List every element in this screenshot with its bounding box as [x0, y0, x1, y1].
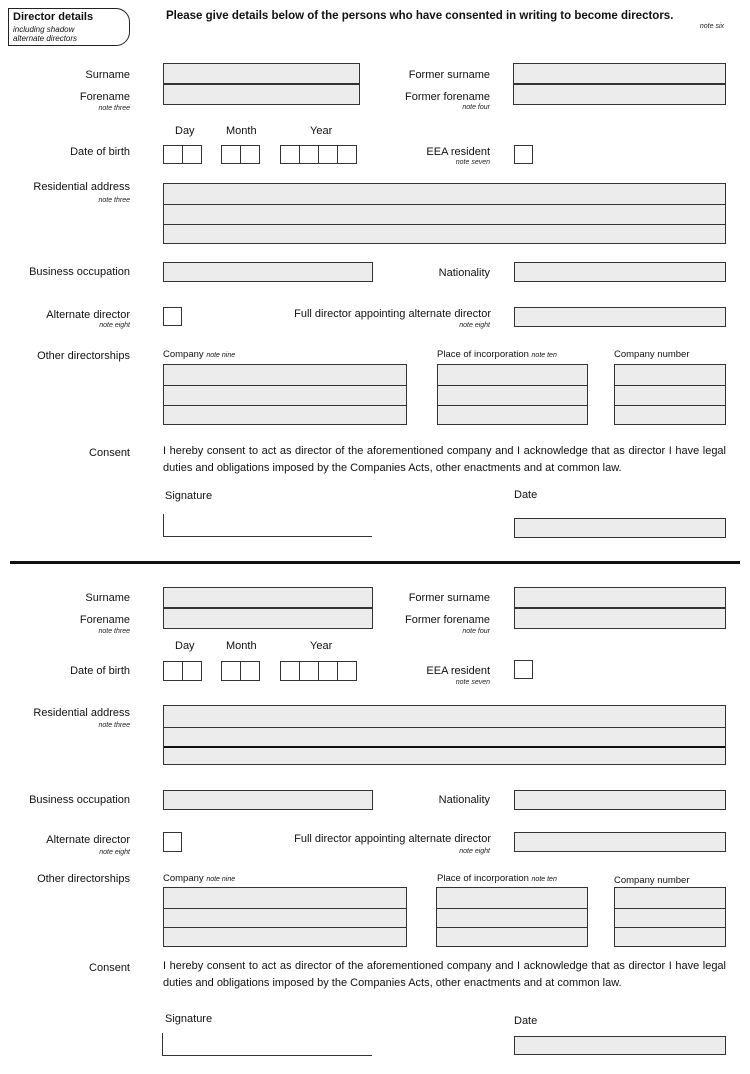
company-number-column[interactable]: [614, 364, 726, 425]
company-heading: Company note nine: [163, 349, 236, 360]
place-heading-2: Place of incorporation note ten: [437, 873, 557, 884]
former-forename-label: Former forename: [405, 91, 490, 103]
company-row-3[interactable]: [164, 405, 406, 424]
dob-day-digit-2-2[interactable]: [182, 661, 202, 681]
heading-subtitle-2: alternate directors: [13, 34, 78, 43]
day-label: Day: [175, 125, 195, 137]
forename-note-2: note three: [98, 628, 130, 635]
former-forename-field[interactable]: [513, 84, 726, 105]
business-occupation-label-2: Business occupation: [29, 794, 130, 806]
consent-label-2: Consent: [89, 962, 130, 974]
dob-day-digit-2[interactable]: [182, 145, 202, 164]
nationality-field-2[interactable]: [514, 790, 726, 810]
residential-note-2: note three: [98, 722, 130, 729]
company-number-row-2-2[interactable]: [615, 908, 725, 927]
former-surname-field-2[interactable]: [514, 587, 726, 608]
place-column-2[interactable]: [436, 887, 588, 947]
address-line-2-2[interactable]: [164, 727, 725, 746]
company-row-3-2[interactable]: [164, 927, 406, 946]
company-row-2[interactable]: [164, 385, 406, 405]
month-label-2: Month: [226, 640, 257, 652]
business-occupation-label: Business occupation: [29, 266, 130, 278]
address-line-2[interactable]: [164, 204, 725, 224]
address-line-1[interactable]: [164, 184, 725, 204]
dob-day-digit-1-2[interactable]: [163, 661, 183, 681]
date-of-birth-label: Date of birth: [70, 146, 130, 158]
nationality-label-2: Nationality: [438, 794, 490, 806]
company-column-2[interactable]: [163, 887, 407, 947]
forename-note: note three: [98, 105, 130, 112]
other-directorships-label-2: Other directorships: [37, 873, 130, 885]
company-number-row-3-2[interactable]: [615, 927, 725, 946]
full-director-field[interactable]: [514, 307, 726, 327]
month-label: Month: [226, 125, 257, 137]
surname-label-2: Surname: [85, 592, 130, 604]
former-forename-note: note four: [462, 104, 490, 111]
signature-field-2[interactable]: [162, 1033, 372, 1056]
signature-label-2: Signature: [165, 1013, 213, 1025]
residential-address-field[interactable]: [163, 183, 726, 244]
date-field-2[interactable]: [514, 1036, 726, 1055]
full-director-field-2[interactable]: [514, 832, 726, 852]
former-forename-note-2: note four: [462, 628, 490, 635]
forename-label: Forename: [79, 91, 130, 103]
dob-month-digit-2-2[interactable]: [240, 661, 260, 681]
dob-year-digit-1-2[interactable]: [280, 661, 300, 681]
residential-address-label-2: Residential address: [33, 707, 130, 719]
company-number-row-2[interactable]: [615, 385, 725, 405]
company-number-heading: Company number: [614, 349, 690, 360]
former-forename-field-2[interactable]: [514, 608, 726, 629]
former-surname-field[interactable]: [513, 63, 726, 84]
eea-resident-label: EEA resident: [426, 146, 490, 158]
year-label-2: Year: [310, 640, 333, 652]
residential-note: note three: [98, 197, 130, 204]
address-line-1-2[interactable]: [164, 706, 725, 727]
company-number-column-2[interactable]: [614, 887, 726, 947]
company-row-1[interactable]: [164, 365, 406, 385]
eea-note-2: note seven: [455, 679, 490, 686]
dob-year-digit-2[interactable]: [299, 145, 319, 164]
forename-label-2: Forename: [79, 614, 130, 626]
eea-note: note seven: [455, 159, 490, 166]
alternate-note-2: note eight: [99, 849, 130, 856]
section-divider: [10, 561, 740, 564]
dob-month-digit-1-2[interactable]: [221, 661, 241, 681]
eea-resident-checkbox[interactable]: [514, 145, 533, 164]
date-of-birth-label-2: Date of birth: [70, 665, 130, 677]
alternate-director-checkbox[interactable]: [163, 307, 182, 326]
dob-month-digit-2[interactable]: [240, 145, 260, 164]
address-line-3[interactable]: [164, 224, 725, 243]
surname-label: Surname: [85, 69, 130, 81]
company-number-row-1[interactable]: [615, 365, 725, 385]
address-line-3-2[interactable]: [164, 746, 725, 764]
former-surname-label-2: Former surname: [408, 592, 490, 604]
dob-year-digit-1[interactable]: [280, 145, 300, 164]
dob-day-digit-1[interactable]: [163, 145, 183, 164]
dob-month-digit-1[interactable]: [221, 145, 241, 164]
year-label: Year: [310, 125, 333, 137]
place-row-1-2[interactable]: [437, 888, 587, 908]
company-row-1-2[interactable]: [164, 888, 406, 908]
dob-year-digit-4[interactable]: [337, 145, 357, 164]
company-number-row-1-2[interactable]: [615, 888, 725, 908]
director-details-heading: [8, 8, 130, 46]
day-label-2: Day: [175, 640, 195, 652]
dob-year-digit-3[interactable]: [318, 145, 338, 164]
full-director-note: note eight: [459, 322, 490, 329]
consent-text-2: I hereby consent to act as director of the aforementioned company and I acknowledge that as director I have legal duties and obligations imposed by the Companies Acts, other enactments and at common law.: [163, 960, 726, 989]
place-row-3-2[interactable]: [437, 927, 587, 946]
full-director-note-2: note eight: [459, 848, 490, 855]
alternate-director-label: Alternate director: [46, 309, 130, 321]
eea-resident-label-2: EEA resident: [426, 665, 490, 677]
company-column[interactable]: [163, 364, 407, 425]
alternate-director-checkbox-2[interactable]: [163, 832, 182, 852]
heading-subtitle-1: including shadow: [13, 25, 75, 34]
business-occupation-field-2[interactable]: [163, 790, 373, 810]
alternate-director-label-2: Alternate director: [46, 834, 130, 846]
company-heading-2: Company note nine: [163, 873, 236, 884]
residential-address-label: Residential address: [33, 181, 130, 193]
surname-field-2[interactable]: [163, 587, 373, 608]
date-label: Date: [514, 489, 538, 501]
place-heading: Place of incorporation note ten: [437, 349, 557, 360]
residential-address-field-2[interactable]: [163, 705, 726, 765]
forename-field[interactable]: [163, 84, 360, 105]
date-field[interactable]: [514, 518, 726, 538]
date-label-2: Date: [514, 1015, 538, 1027]
place-column[interactable]: [437, 364, 588, 425]
place-row-1[interactable]: [438, 365, 587, 385]
intro-text: Please give details below of the persons who have consented in writing to become directors.: [166, 10, 674, 22]
business-occupation-field[interactable]: [163, 262, 373, 282]
company-row-2-2[interactable]: [164, 908, 406, 927]
dob-year-digit-3-2[interactable]: [318, 661, 338, 681]
full-director-label-2: Full director appointing alternate director: [294, 833, 491, 845]
company-number-heading-2: Company number: [614, 875, 690, 886]
intro-note: note six: [699, 23, 724, 30]
company-number-row-3[interactable]: [615, 405, 725, 424]
nationality-label: Nationality: [438, 267, 490, 279]
signature-field[interactable]: [163, 514, 372, 537]
other-directorships-label: Other directorships: [37, 350, 130, 362]
dob-year-digit-4-2[interactable]: [337, 661, 357, 681]
nationality-field[interactable]: [514, 262, 726, 282]
place-row-3[interactable]: [438, 405, 587, 424]
place-row-2-2[interactable]: [437, 908, 587, 927]
consent-label: Consent: [89, 447, 130, 459]
forename-field-2[interactable]: [163, 608, 373, 629]
signature-label: Signature: [165, 490, 213, 502]
former-forename-label-2: Former forename: [405, 614, 490, 626]
place-row-2[interactable]: [438, 385, 587, 405]
heading-title: Director details: [13, 11, 94, 23]
dob-year-digit-2-2[interactable]: [299, 661, 319, 681]
full-director-label: Full director appointing alternate director: [294, 308, 491, 320]
alternate-note: note eight: [99, 322, 130, 329]
eea-resident-checkbox-2[interactable]: [514, 660, 533, 679]
surname-field[interactable]: [163, 63, 360, 84]
consent-text: I hereby consent to act as director of the aforementioned company and I acknowledge that as director I have legal duties and obligations imposed by the Companies Acts, other enactments and at common law.: [163, 445, 726, 474]
former-surname-label: Former surname: [408, 69, 490, 81]
